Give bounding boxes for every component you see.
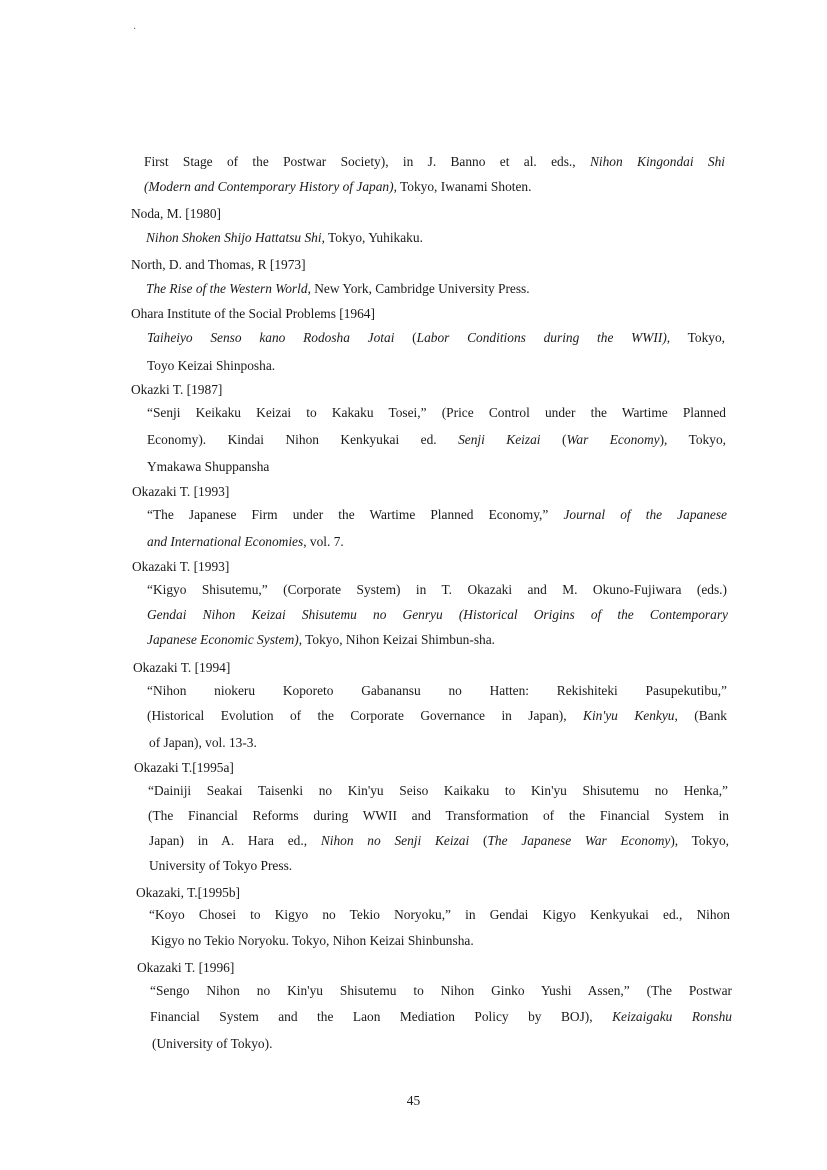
text: North, D. and Thomas, R [1973] xyxy=(131,257,306,272)
ref-author-line xyxy=(137,960,234,976)
italic-text: War Economy xyxy=(566,432,660,447)
text: (University of Tokyo). xyxy=(152,1036,273,1051)
italic-text: Labor Conditions during the WWII) xyxy=(416,330,667,345)
ref-line xyxy=(147,607,728,623)
text: ), Tokyo, xyxy=(659,432,726,447)
ref-line xyxy=(149,833,729,849)
ref-line xyxy=(149,907,730,923)
text: Okazaki T. [1994] xyxy=(133,660,231,675)
text: Financial System and the Laon Mediation Policy by BOJ), xyxy=(150,1009,613,1024)
text: Economy). Kindai Nihon Kenkyukai ed. xyxy=(147,432,459,447)
text: Okazaki T. [1996] xyxy=(137,960,235,975)
ref-author-line xyxy=(131,306,375,322)
ref-line xyxy=(149,858,292,874)
text: Okazaki, T.[1995b] xyxy=(136,885,240,900)
italic-text: Taiheiyo Senso kano Rodosha Jotai xyxy=(147,330,395,345)
text: “Senji Keikaku Keizai to Kakaku Tosei,” (Price Control under the Wartime Planned xyxy=(147,405,726,420)
text: (The Financial Reforms during WWII and Transformation of the Financial System in xyxy=(148,808,729,823)
text: First Stage of the Postwar Society), in J. Banno et al. eds., xyxy=(144,154,590,169)
italic-text: The Rise of the Western World xyxy=(146,281,308,296)
ref-author-line xyxy=(131,257,306,273)
text: Kigyo no Tekio Noryoku. Tokyo, Nihon Keizai Shinbunsha. xyxy=(151,933,474,948)
ref-line xyxy=(146,281,530,297)
text: , Tokyo, Nihon Keizai Shimbun-sha. xyxy=(298,632,496,647)
text: University of Tokyo Press. xyxy=(149,858,293,873)
text: Okazaki T. [1993] xyxy=(132,484,230,499)
italic-text: Senji Keizai xyxy=(458,432,541,447)
ref-line xyxy=(146,230,423,246)
text: of Japan), vol. 13-3. xyxy=(149,735,257,750)
italic-text: Gendai Nihon Keizai Shisutemu no Genryu (Historical Origins of the Contemporary xyxy=(147,607,728,622)
ref-author-line xyxy=(131,382,222,398)
scan-speck: · xyxy=(133,24,137,35)
page-number: 45 xyxy=(406,1093,421,1108)
ref-line xyxy=(148,808,729,824)
ref-line xyxy=(148,783,728,799)
text: ( xyxy=(394,330,417,345)
ref-line xyxy=(147,405,726,421)
text: Toyo Keizai Shinposha. xyxy=(147,358,276,373)
ref-line xyxy=(144,179,531,195)
ref-line xyxy=(147,330,725,346)
ref-author-line xyxy=(132,484,229,500)
text: (Historical Evolution of the Corporate Governance in Japan), xyxy=(147,708,584,723)
ref-line xyxy=(147,683,727,699)
ref-line xyxy=(144,154,725,170)
ref-line xyxy=(147,459,269,475)
italic-text: Kin'yu Kenkyu xyxy=(583,708,675,723)
ref-line xyxy=(150,1009,732,1025)
text: , Tokyo, xyxy=(666,330,725,345)
italic-text: Nihon Shoken Shijo Hattatsu Shi xyxy=(146,230,322,245)
text: “Dainiji Seakai Taisenki no Kin'yu Seiso Kaikaku to Kin'yu Shisutemu no Henka,” xyxy=(148,783,728,798)
text: , Tokyo, Yuhikaku. xyxy=(321,230,423,245)
italic-text: and International Economies xyxy=(147,534,304,549)
ref-line xyxy=(151,933,474,949)
ref-author-line xyxy=(132,559,229,575)
text: Japan) in A. Hara ed., xyxy=(149,833,321,848)
text: Okazaki T.[1995a] xyxy=(134,760,234,775)
text: “Koyo Chosei to Kigyo no Tekio Noryoku,” in Gendai Kigyo Kenkyukai ed., Nihon xyxy=(149,907,730,922)
ref-author-line xyxy=(133,660,230,676)
ref-line xyxy=(147,632,495,648)
text: ( xyxy=(469,833,488,848)
text: “Kigyo Shisutemu,” (Corporate System) in T. Okazaki and M. Okuno-Fujiwara (eds.) xyxy=(147,582,727,597)
ref-line xyxy=(150,983,732,999)
italic-text: Journal of the Japanese xyxy=(563,507,728,522)
italic-text: (Modern and Contemporary History of Japan) xyxy=(144,179,394,194)
italic-text: Keizaigaku Ronshu xyxy=(612,1009,732,1024)
ref-line xyxy=(147,582,727,598)
ref-line xyxy=(147,507,727,523)
ref-line xyxy=(147,534,344,550)
text: ( xyxy=(540,432,567,447)
text: Ohara Institute of the Social Problems [1964] xyxy=(131,306,375,321)
ref-author-line xyxy=(134,760,234,776)
text: Noda, M. [1980] xyxy=(131,206,222,221)
ref-line xyxy=(152,1036,272,1052)
text: ), Tokyo, xyxy=(670,833,730,848)
ref-line xyxy=(147,432,726,448)
text: , New York, Cambridge University Press. xyxy=(307,281,530,296)
italic-text: Japanese Economic System) xyxy=(147,632,299,647)
italic-text: Nihon no Senji Keizai xyxy=(320,833,470,848)
ref-author-line xyxy=(136,885,240,901)
ref-line xyxy=(149,735,257,751)
text: Okazaki T. [1993] xyxy=(132,559,230,574)
text: Okazki T. [1987] xyxy=(131,382,223,397)
text: Ymakawa Shuppansha xyxy=(147,459,270,474)
text: “Sengo Nihon no Kin'yu Shisutemu to Nihon Ginko Yushi Assen,” (The Postwar xyxy=(150,983,732,998)
ref-author-line xyxy=(131,206,221,222)
text: , vol. 7. xyxy=(303,534,344,549)
text: , (Bank xyxy=(674,708,727,723)
italic-text: The Japanese War Economy xyxy=(487,833,671,848)
text: “Nihon niokeru Koporeto Gabanansu no Hatten: Rekishiteki Pasupekutibu,” xyxy=(147,683,727,698)
text: , Tokyo, Iwanami Shoten. xyxy=(393,179,532,194)
ref-line xyxy=(147,358,275,374)
ref-line xyxy=(147,708,727,724)
italic-text: Nihon Kingondai Shi xyxy=(589,154,725,169)
text: “The Japanese Firm under the Wartime Planned Economy,” xyxy=(147,507,564,522)
